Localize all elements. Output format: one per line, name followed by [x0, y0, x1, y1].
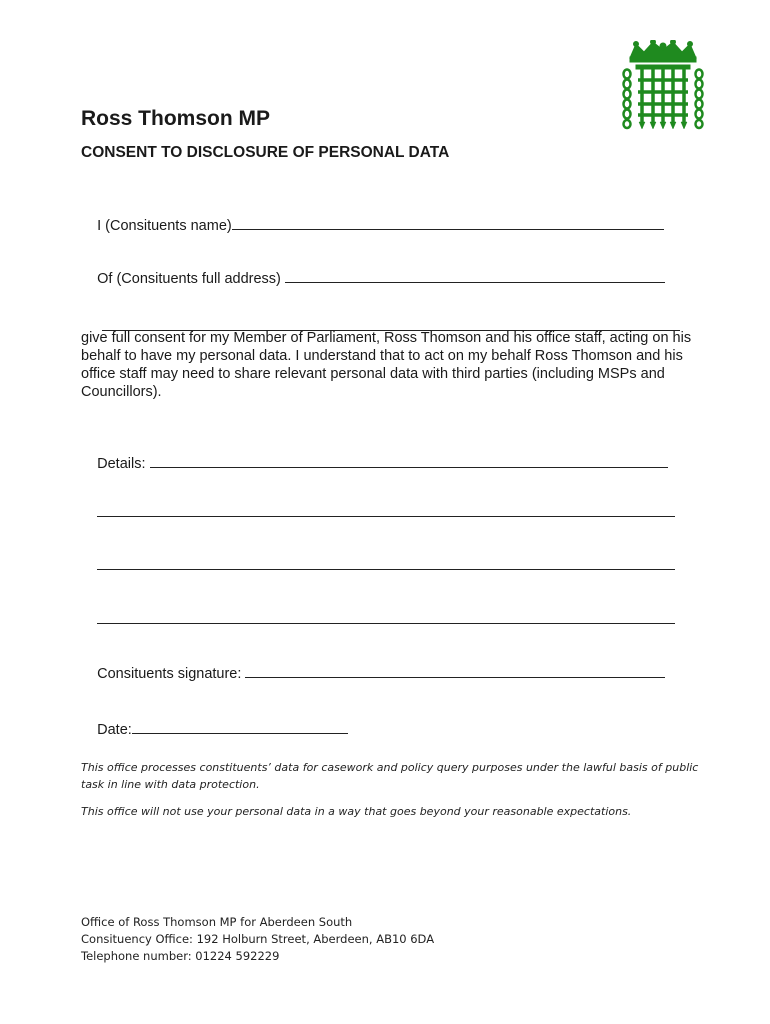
footer-address: Consituency Office: 192 Holburn Street, Aberdeen, AB10 6DA	[81, 932, 435, 946]
footer	[81, 914, 434, 965]
details-field-line-1[interactable]	[150, 455, 668, 468]
date-row	[81, 705, 348, 754]
signature-row	[81, 649, 665, 698]
portcullis-crown-icon	[620, 40, 706, 130]
details-row	[81, 439, 668, 488]
date-field[interactable]	[132, 721, 348, 734]
name-label: I (Consituents name)	[97, 218, 232, 234]
page-title: Ross Thomson MP	[81, 107, 271, 130]
form-heading: CONSENT TO DISCLOSURE OF PERSONAL DATA	[81, 144, 450, 161]
consent-statement: give full consent for my Member of Parliament, Ross Thomson and his office staff, acting on his behalf to have my personal data. I understand that to act on my behalf Ross Thomson and his office staff may need to share relevant personal data with third parties (including MSPs and Councillors).	[81, 330, 692, 400]
details-field-line-4[interactable]	[97, 611, 675, 624]
details-field-line-3[interactable]	[97, 557, 675, 570]
footer-phone: Telephone number: 01224 592229	[81, 949, 280, 963]
signature-field[interactable]	[245, 665, 665, 678]
expectations-note: This office will not use your personal data in a way that goes beyond your reasonable expectations.	[81, 805, 632, 818]
name-row	[81, 201, 664, 250]
details-row-2	[81, 488, 675, 537]
date-label: Date:	[97, 722, 132, 738]
address-field-line-1[interactable]	[285, 270, 665, 283]
details-row-4	[81, 595, 675, 644]
lawful-basis-note: This office processes constituents’ data for casework and policy query purposes under the lawful basis of public task in line with data protection.	[81, 761, 699, 791]
address-label: Of (Consituents full address)	[97, 271, 281, 287]
footer-office: Office of Ross Thomson MP for Aberdeen South	[81, 915, 353, 929]
details-label: Details:	[97, 456, 146, 472]
name-field[interactable]	[232, 217, 664, 230]
details-field-line-2[interactable]	[97, 504, 675, 517]
signature-label: Consituents signature:	[97, 666, 242, 682]
address-row	[81, 254, 665, 303]
details-row-3	[81, 541, 675, 590]
